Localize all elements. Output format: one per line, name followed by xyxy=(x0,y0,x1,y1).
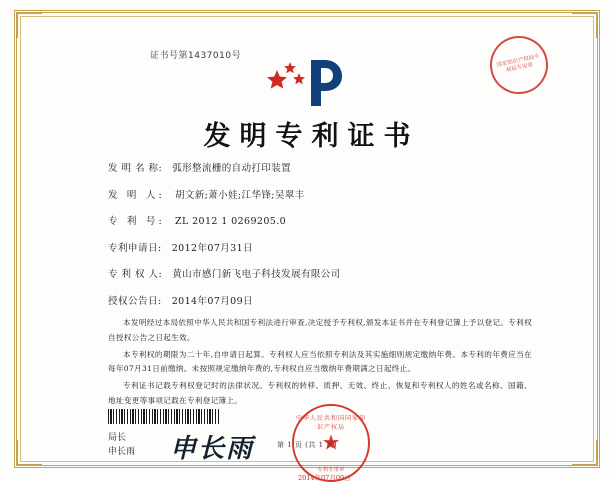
field-value-patentee: 黄山市感门新飞电子科技发展有限公司 xyxy=(172,269,341,280)
patent-office-logo-icon xyxy=(263,56,351,110)
field-row-grant-date xyxy=(108,293,544,307)
seal-date: 2014年07月09日 xyxy=(298,474,351,482)
signature-title: 局长 xyxy=(108,433,127,443)
field-row-inventors xyxy=(108,187,544,201)
field-label-patentee: 专 利 权 人: xyxy=(108,269,163,280)
field-label-application-date: 专利申请日: xyxy=(108,242,162,254)
seal-star-icon: ★ xyxy=(321,430,341,455)
field-label-grant-date: 授权公告日: xyxy=(108,295,162,307)
certificate-number: 证书号第1437010号 xyxy=(150,51,242,61)
field-label-patent-number: 专 利 号: xyxy=(108,216,165,227)
top-right-red-stamp-icon xyxy=(485,31,554,100)
patent-fields xyxy=(108,160,544,319)
body-paragraph-1: 本发明经过本局依照中华人民共和国专利法进行审查,决定授予专利权,颁发本证书并在专利登记簿上予以登记。专利权自授权公告之日起生效。 xyxy=(108,318,532,342)
field-row-patentee xyxy=(108,266,544,280)
official-seal-bottom-text: 专利专用章 xyxy=(317,467,345,473)
field-value-inventors: 胡文新;萧小娃;江华锋;吴翠丰 xyxy=(174,189,305,201)
handwritten-signature: 申长雨 xyxy=(170,434,255,464)
body-paragraph-3: 专利证书记载专利权登记时的法律状况。专利权的转移、质押、无效、终止、恢复和专利权人的姓名或名称、国籍、地址变更等事项记载在专利登记簿上。 xyxy=(108,381,532,405)
field-label-inventors: 发 明 人: xyxy=(108,189,165,201)
body-paragraph-2: 本专利权的期限为二十年,自申请日起算。专利权人应当依照专利法及其实施细则规定缴纳年费。本专利的年费应当在每年07月31日前缴纳。未按照规定缴纳年费的,专利权自应当缴纳年费期满之日起终止。 xyxy=(108,349,532,374)
page-footer: 第 1 页 (共 1 页) xyxy=(277,441,337,449)
field-row-invention-name xyxy=(108,160,544,174)
field-label-invention-name: 发 明 名 称: xyxy=(108,163,163,174)
field-row-application-date xyxy=(108,240,544,254)
certificate-body-text xyxy=(108,316,532,411)
top-right-red-stamp-text: 国家知识产权局专利局专用章 xyxy=(496,53,541,74)
page-title: 发明专利证书 xyxy=(203,121,420,152)
field-value-patent-number: ZL 2012 1 0269205.0 xyxy=(174,216,287,227)
field-value-invention-name: 弧形整流栅的自动打印装置 xyxy=(172,163,292,174)
certificate-content xyxy=(30,26,584,482)
field-value-grant-date: 2014年07月09日 xyxy=(171,295,253,307)
field-value-application-date: 2012年07月31日 xyxy=(171,242,253,254)
field-row-patent-number xyxy=(108,213,544,227)
signature-subtitle: 申长雨 xyxy=(108,446,136,457)
barcode xyxy=(108,409,220,424)
official-seal-top-text: 中华人民共和国国家知识产权局 xyxy=(295,415,366,431)
